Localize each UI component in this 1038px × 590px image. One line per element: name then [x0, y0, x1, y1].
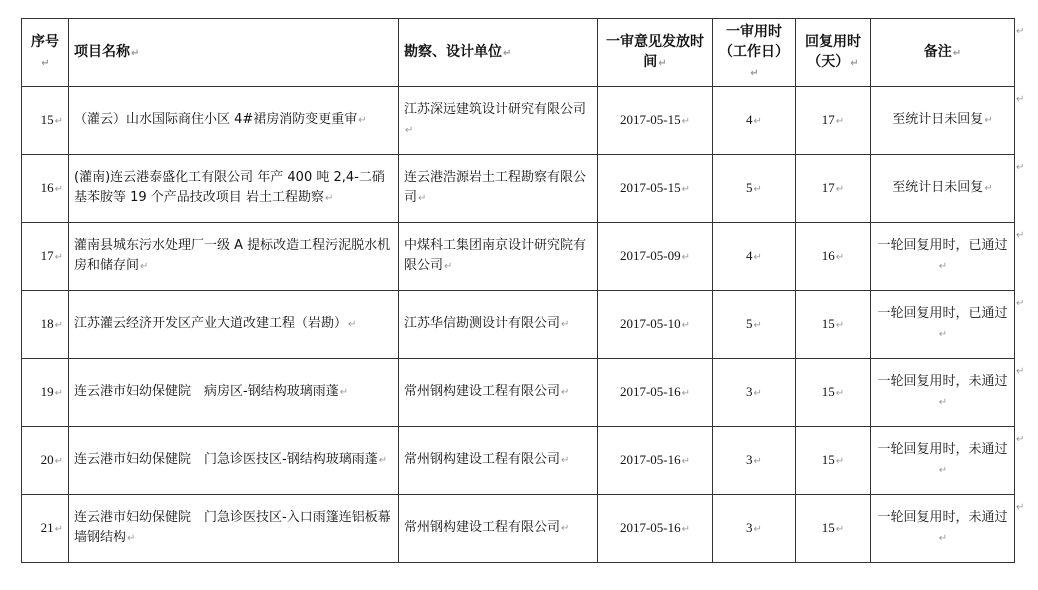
header-seq: 序号↵: [22, 19, 69, 87]
header-date: 一审意见发放时间↵: [598, 19, 713, 87]
cell-seq: 21↵: [22, 495, 69, 563]
row-end-mark: ↵: [1016, 26, 1025, 37]
cell-date: 2017-05-15↵: [598, 87, 713, 155]
cell-days1: 4↵: [713, 87, 796, 155]
cell-date: 2017-05-16↵: [598, 359, 713, 427]
header-days1: 一审用时（工作日）↵: [713, 19, 796, 87]
cell-date: 2017-05-10↵: [598, 291, 713, 359]
cell-days2: 17↵: [796, 155, 871, 223]
cell-note: 一轮回复用时，已通过↵: [871, 223, 1015, 291]
cell-unit: 中煤科工集团南京设计研究院有限公司↵: [399, 223, 598, 291]
cell-note: 一轮回复用时，未通过↵: [871, 427, 1015, 495]
cell-project: 连云港市妇幼保健院 病房区-钢结构玻璃雨蓬↵: [69, 359, 399, 427]
cell-days2: 16↵: [796, 223, 871, 291]
row-end-mark: ↵: [1016, 434, 1025, 445]
cell-days1: 3↵: [713, 359, 796, 427]
row-end-mark: ↵: [1016, 298, 1025, 309]
cell-date: 2017-05-15↵: [598, 155, 713, 223]
cell-date: 2017-05-09↵: [598, 223, 713, 291]
cell-seq: 16↵: [22, 155, 69, 223]
header-unit: 勘察、设计单位↵: [399, 19, 598, 87]
cell-unit: 常州钢构建设工程有限公司↵: [399, 359, 598, 427]
cell-project: 连云港市妇幼保健院 门急诊医技区-钢结构玻璃雨蓬↵: [69, 427, 399, 495]
cell-unit: 江苏深远建筑设计研究有限公司↵: [399, 87, 598, 155]
row-end-mark: ↵: [1016, 502, 1025, 513]
table-row: [22, 427, 1015, 495]
cell-note: 一轮回复用时，已通过↵: [871, 291, 1015, 359]
cell-note: 一轮回复用时，未通过↵: [871, 359, 1015, 427]
cell-days2: 15↵: [796, 427, 871, 495]
cell-unit: 连云港浩源岩土工程勘察有限公司↵: [399, 155, 598, 223]
cell-project: 灌南县城东污水处理厂一级 A 提标改造工程污泥脱水机房和储存间↵: [69, 223, 399, 291]
cell-seq: 20↵: [22, 427, 69, 495]
cell-project: (灌南)连云港泰盛化工有限公司 年产 400 吨 2,4-二硝基苯胺等 19 个产品技改项目 岩土工程勘察↵: [69, 155, 399, 223]
cell-days1: 4↵: [713, 223, 796, 291]
cell-days1: 5↵: [713, 291, 796, 359]
cell-days2: 15↵: [796, 359, 871, 427]
cell-days1: 3↵: [713, 427, 796, 495]
table-row: [22, 223, 1015, 291]
row-end-mark: ↵: [1016, 230, 1025, 241]
cell-days1: 3↵: [713, 495, 796, 563]
header-row: [22, 19, 1015, 87]
row-end-mark: ↵: [1016, 366, 1025, 377]
cell-date: 2017-05-16↵: [598, 495, 713, 563]
cell-date: 2017-05-16↵: [598, 427, 713, 495]
table-row: [22, 291, 1015, 359]
header-note: 备注↵: [871, 19, 1015, 87]
cell-project: 江苏灌云经济开发区产业大道改建工程（岩勘）↵: [69, 291, 399, 359]
row-end-mark: ↵: [1016, 162, 1025, 173]
table-row: [22, 155, 1015, 223]
review-table: [21, 18, 1015, 563]
cell-unit: 江苏华信勘测设计有限公司↵: [399, 291, 598, 359]
table-row: [22, 87, 1015, 155]
cell-note: 至统计日未回复↵: [871, 87, 1015, 155]
table-row: [22, 359, 1015, 427]
cell-seq: 15↵: [22, 87, 69, 155]
cell-days2: 15↵: [796, 291, 871, 359]
header-project: 项目名称↵: [69, 19, 399, 87]
cell-seq: 19↵: [22, 359, 69, 427]
table-row: [22, 495, 1015, 563]
cell-note: 至统计日未回复↵: [871, 155, 1015, 223]
cell-days1: 5↵: [713, 155, 796, 223]
cell-unit: 常州钢构建设工程有限公司↵: [399, 495, 598, 563]
cell-note: 一轮回复用时，未通过↵: [871, 495, 1015, 563]
row-end-mark: ↵: [1016, 94, 1025, 105]
cell-project: （灌云）山水国际商住小区 4#裙房消防变更重审↵: [69, 87, 399, 155]
cell-project: 连云港市妇幼保健院 门急诊医技区-入口雨篷连铝板幕墙钢结构↵: [69, 495, 399, 563]
cell-seq: 17↵: [22, 223, 69, 291]
cell-days2: 15↵: [796, 495, 871, 563]
cell-days2: 17↵: [796, 87, 871, 155]
cell-unit: 常州钢构建设工程有限公司↵: [399, 427, 598, 495]
header-days2: 回复用时（天）↵: [796, 19, 871, 87]
cell-seq: 18↵: [22, 291, 69, 359]
